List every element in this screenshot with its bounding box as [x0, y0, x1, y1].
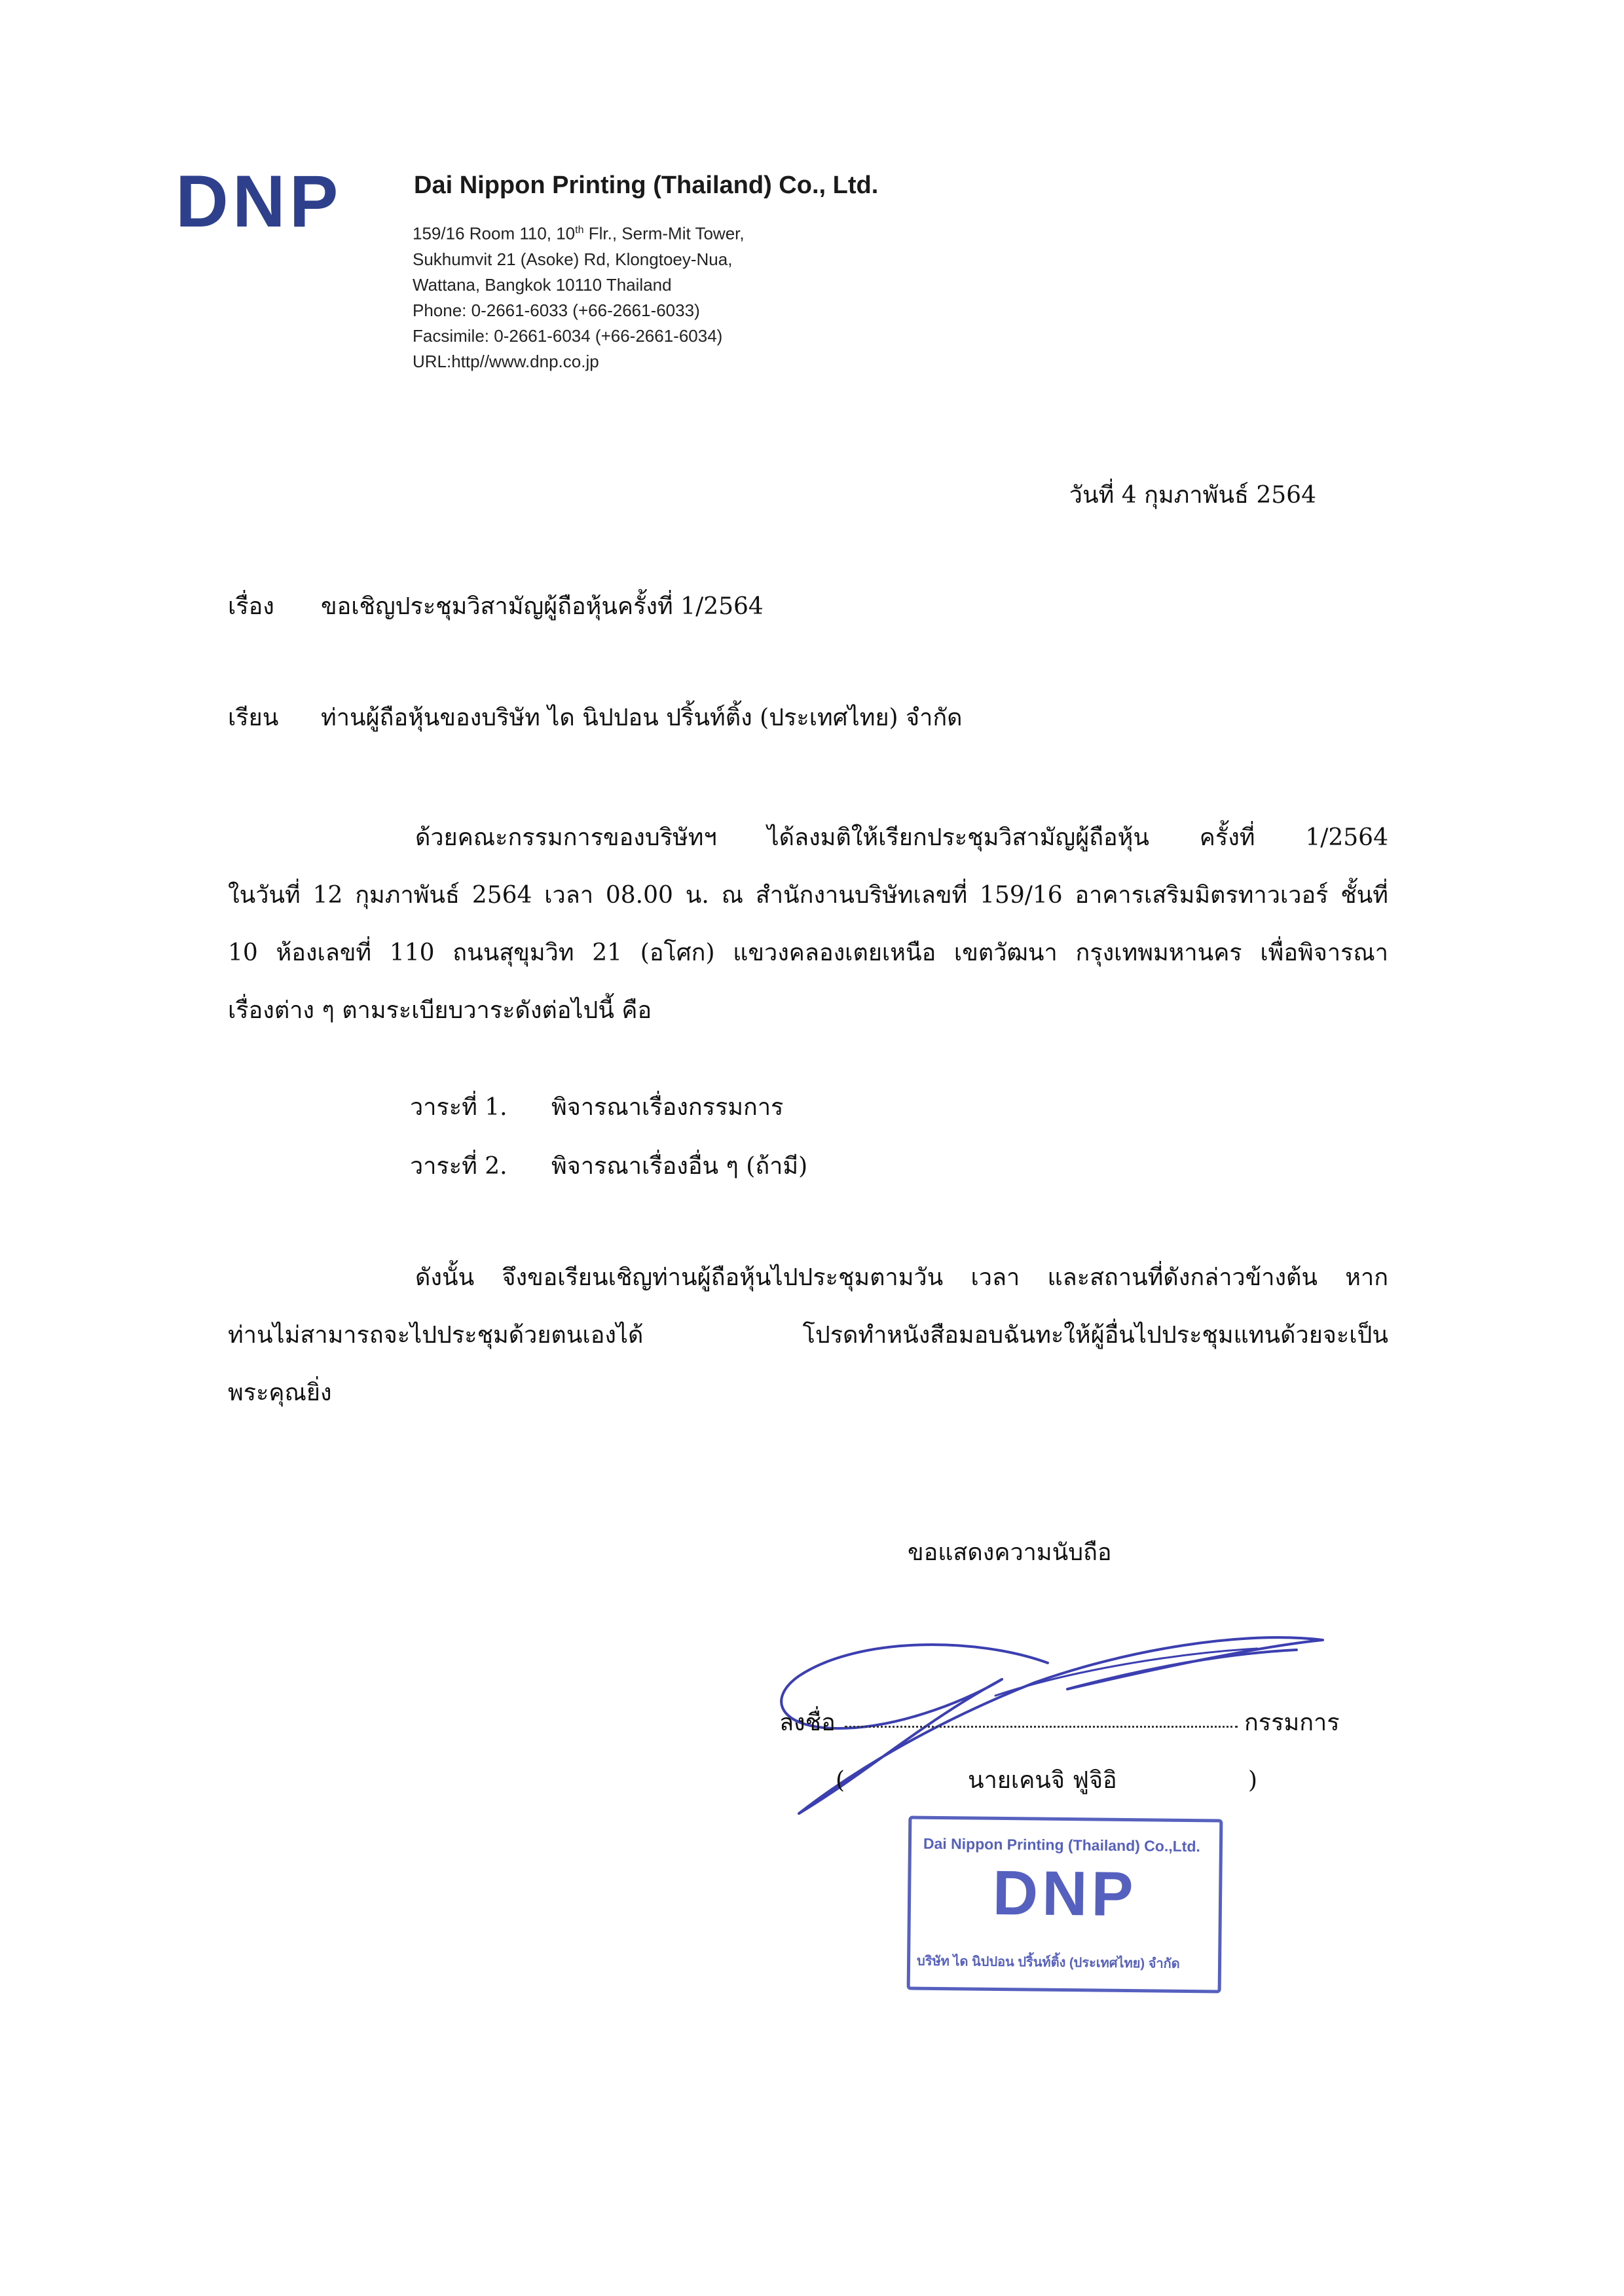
- address-line-1-pre: 159/16 Room 110, 10: [413, 223, 576, 244]
- stamp-logo: DNP: [992, 1857, 1138, 1930]
- agenda-number: วาระที่ 2.: [410, 1153, 507, 1180]
- paragraph-line: ท่านไม่สามารถจะไปประชุมด้วยตนเองได้ โปรดทำหนังสือมอบฉันทะให้ผู้อื่นไปประชุมแทนด้วยจะเป็น: [228, 1322, 1388, 1349]
- agenda-text: พิจารณาเรื่องกรรมการ: [551, 1094, 784, 1121]
- address-line-3: Wattana, Bangkok 10110 Thailand: [413, 274, 672, 295]
- fax-line: Facsimile: 0-2661-6034 (+66-2661-6034): [413, 325, 723, 346]
- paragraph-line: พระคุณยิ่ง: [228, 1379, 332, 1406]
- company-address: [413, 217, 745, 374]
- url-line: URL:http//www.dnp.co.jp: [413, 351, 599, 371]
- agenda-text: พิจารณาเรื่องอื่น ๆ (ถ้ามี): [551, 1153, 808, 1180]
- agenda-number: วาระที่ 1.: [410, 1094, 507, 1121]
- recipient-label: เรียน: [228, 704, 279, 731]
- letter-date: วันที่ 4 กุมภาพันธ์ 2564: [1069, 482, 1316, 509]
- paragraph-line: ดังนั้น จึงขอเรียนเชิญท่านผู้ถือหุ้นไปประชุมตามวัน เวลา และสถานที่ดังกล่าวข้างต้น หาก: [415, 1264, 1388, 1291]
- paragraph-line: 10 ห้องเลขที่ 110 ถนนสุขุมวิท 21 (อโศก) แขวงคลองเตยเหนือ เขตวัฒนา กรุงเทพมหานคร เพื่อพิจารณา: [228, 939, 1388, 966]
- stamp-bottom-text: บริษัท ได นิปปอน ปริ้นท์ติ้ง (ประเทศไทย) จำกัด: [916, 1954, 1180, 1971]
- signer-role: กรรมการ: [1244, 1709, 1340, 1736]
- signer-paren-close: ): [1248, 1767, 1258, 1794]
- paragraph-line: ในวันที่ 12 กุมภาพันธ์ 2564 เวลา 08.00 น. ณ สำนักงานบริษัทเลขที่ 159/16 อาคารเสริมมิตรทาวเวอร์ ชั้นที่: [228, 882, 1388, 909]
- subject-label: เรื่อง: [228, 593, 274, 620]
- company-logo: DNP: [175, 160, 342, 242]
- paragraph-line: ด้วยคณะกรรมการของบริษัทฯ ได้ลงมติให้เรียกประชุมวิสามัญผู้ถือหุ้น ครั้งที่ 1/2564: [415, 824, 1388, 851]
- phone-line: Phone: 0-2661-6033 (+66-2661-6033): [413, 300, 700, 320]
- address-line-1-post: Flr., Serm-Mit Tower,: [583, 223, 745, 244]
- address-line-2: Sukhumvit 21 (Asoke) Rd, Klongtoey-Nua,: [413, 249, 733, 269]
- stamp-top-text: Dai Nippon Printing (Thailand) Co.,Ltd.: [923, 1834, 1200, 1855]
- company-name: Dai Nippon Printing (Thailand) Co., Ltd.: [414, 172, 879, 199]
- recipient-text: ท่านผู้ถือหุ้นของบริษัท ได นิปปอน ปริ้นท์ติ้ง (ประเทศไทย) จำกัด: [321, 704, 963, 731]
- address-line-1: [413, 217, 745, 247]
- body-paragraph-2: [228, 1249, 1388, 1422]
- signer-name: นายเคนจิ ฟูจิอิ: [968, 1767, 1117, 1794]
- subject-text: ขอเชิญประชุมวิสามัญผู้ถือหุ้นครั้งที่ 1/2564: [321, 593, 764, 620]
- signature-line: [845, 1726, 1238, 1728]
- paragraph-line: เรื่องต่าง ๆ ตามระเบียบวาระดังต่อไปนี้ คือ: [228, 997, 652, 1024]
- address-line-1-sup: th: [575, 225, 584, 236]
- company-stamp: [907, 1815, 1223, 1993]
- signer-paren-open: (: [836, 1767, 845, 1794]
- body-paragraph-1: [228, 809, 1388, 1040]
- signature-label: ลงชื่อ: [779, 1709, 836, 1736]
- closing-text: ขอแสดงความนับถือ: [908, 1539, 1112, 1566]
